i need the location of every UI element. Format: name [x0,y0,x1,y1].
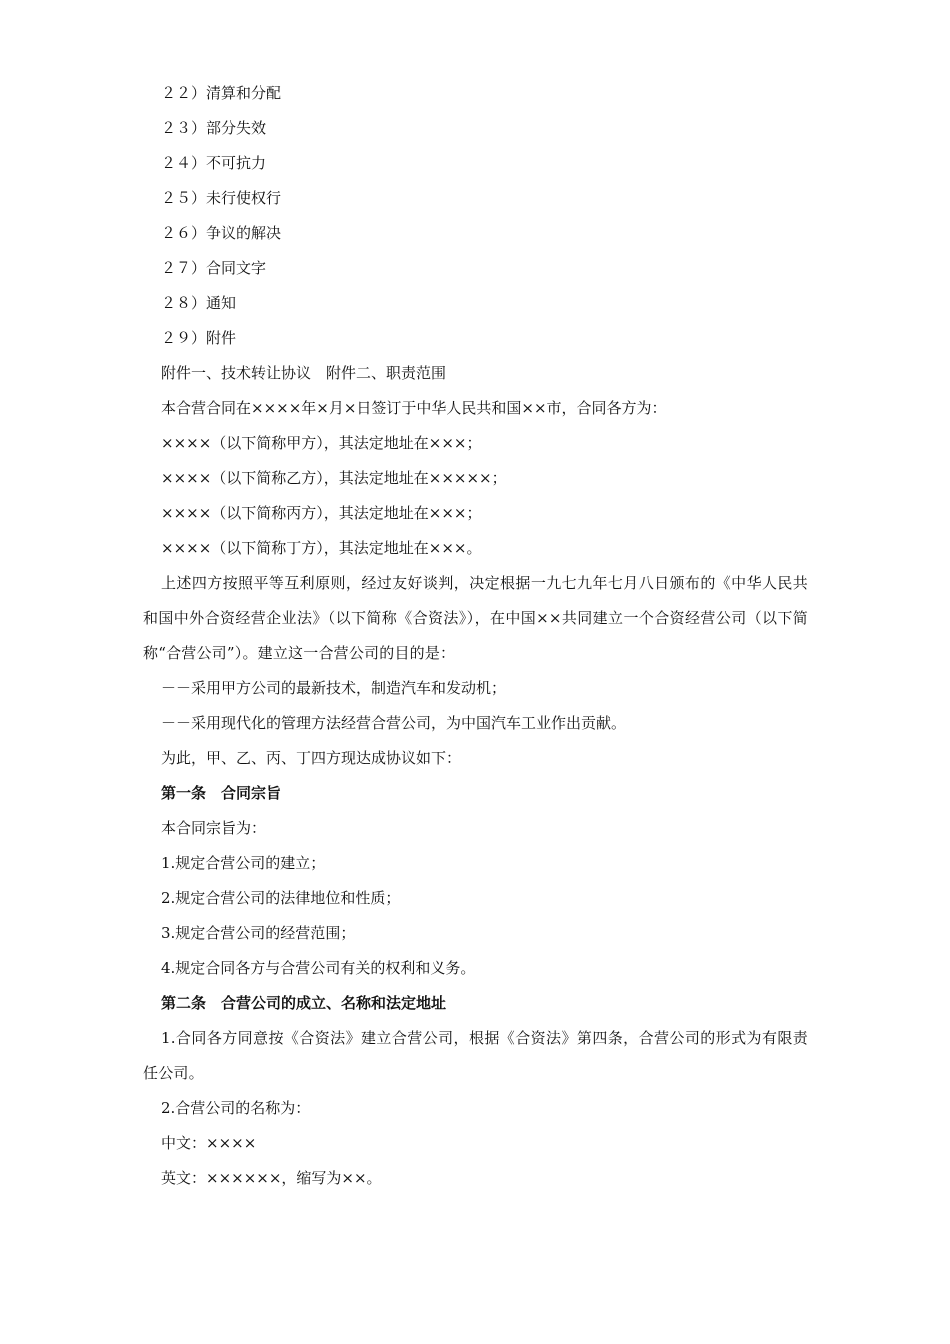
toc-item-27: ２７）合同文字 [161,259,267,277]
toc-item-28: ２８）通知 [161,294,237,312]
document-body [143,76,808,1196]
toc-item-22: ２２）清算和分配 [161,84,282,102]
toc-item-26: ２６）争议的解决 [161,224,282,242]
signing-statement: 本合营合同在××××年×月×日签订于中华人民共和国××市，合同各方为： [161,399,667,417]
article-1-item-1: 1.规定合营公司的建立； [161,854,326,872]
company-chinese-name: 中文：×××× [161,1134,257,1152]
party-c: ××××（以下简称丙方），其法定地址在×××； [161,504,482,522]
party-a: ××××（以下简称甲方），其法定地址在×××； [161,434,482,452]
aim-item-2: －－采用现代化的管理方法经营合营公司，为中国汽车工业作出贡献。 [161,714,627,732]
appendix-line: 附件一、技术转让协议 附件二、职责范围 [161,364,447,382]
article-1-item-2: 2.规定合营公司的法律地位和性质； [161,889,401,907]
toc-item-23: ２３）部分失效 [161,119,267,137]
article-2-heading: 第二条 合营公司的成立、名称和法定地址 [161,994,447,1012]
article-2-paragraph-1: 1.合同各方同意按《合资法》建立合营公司，根据《合资法》第四条，合营公司的形式为有限责任公司。 [143,1029,808,1082]
company-english-name: 英文：××××××，缩写为××。 [161,1169,382,1187]
company-name-lead: 2.合营公司的名称为： [161,1099,311,1117]
toc-item-24: ２４）不可抗力 [161,154,267,172]
purpose-paragraph: 上述四方按照平等互利原则，经过友好谈判，决定根据一九七九年七月八日颁布的《中华人民共和国中外合资经营企业法》（以下简称《合资法》），在中国××共同建立一个合资经营公司（以下简称“合营公司”）。建立这一合营公司的目的是： [143,574,808,662]
aim-item-1: －－采用甲方公司的最新技术，制造汽车和发动机； [161,679,507,697]
toc-item-29: ２９）附件 [161,329,237,347]
agreement-statement: 为此，甲、乙、丙、丁四方现达成协议如下： [161,749,462,767]
article-1-lead: 本合同宗旨为： [161,819,267,837]
article-1-item-4: 4.规定合同各方与合营公司有关的权利和义务。 [161,959,476,977]
article-1-item-3: 3.规定合营公司的经营范围； [161,924,356,942]
party-d: ××××（以下简称丁方），其法定地址在×××。 [161,539,482,557]
party-b: ××××（以下简称乙方），其法定地址在×××××； [161,469,507,487]
article-1-heading: 第一条 合同宗旨 [161,784,282,802]
toc-item-25: ２５）未行使权行 [161,189,282,207]
